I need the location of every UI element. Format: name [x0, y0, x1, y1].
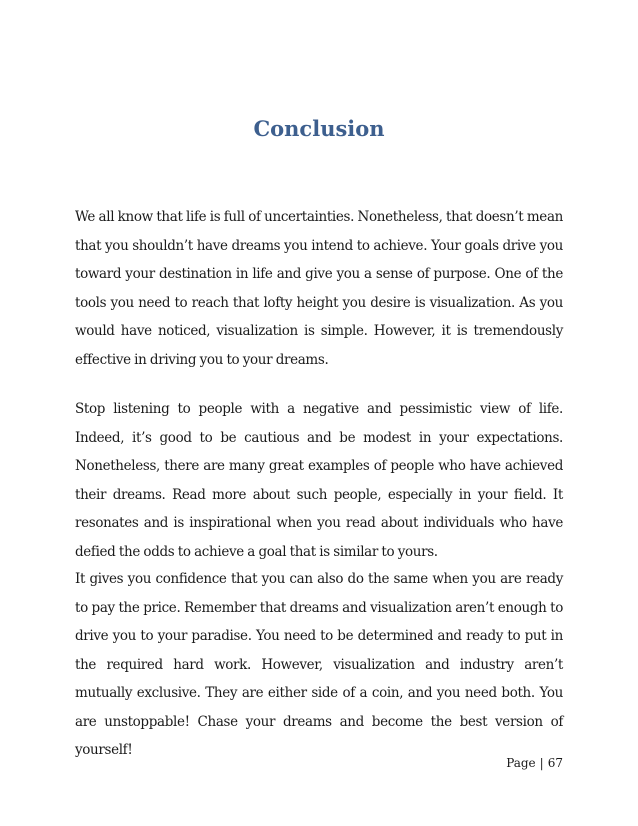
- paragraph-1: [75, 203, 563, 374]
- paragraph-3: [75, 565, 563, 765]
- paragraph-2: [75, 395, 563, 566]
- paragraph-text: Stop listening to people with a negative and pessimistic view of life. Indeed, it’s good to be cautious and be modest in your expectations. Nonetheless, there are many great examples of people who have achieved their dreams. Read more about such people, especially in your field. It resonates and is inspirational when you read about individuals who have defied the odds to achieve a goal that is similar to yours.: [75, 401, 563, 560]
- paragraph-text: We all know that life is full of uncertainties. Nonetheless, that doesn’t mean that you shouldn’t have dreams you intend to achieve. Your goals drive you toward your destination in life and give you a sense of purpose. One of the tools you need to reach that lofty height you desire is visualization. As you would have noticed, visualization is simple. However, it is tremendously effective in driving you to your dreams.: [75, 209, 563, 368]
- page-number: 67: [547, 756, 563, 770]
- footer-separator: |: [539, 756, 544, 770]
- page-footer: [506, 756, 563, 770]
- paragraph-text: It gives you confidence that you can also do the same when you are ready to pay the price. Remember that dreams and visualization aren’t enough to drive you to your paradise. You need to be determined and ready to put in the required hard work. However, visualization and industry aren’t mutually exclusive. They are either side of a coin, and you need both. You are unstoppable! Chase your dreams and become the best version of yourself!: [75, 571, 563, 758]
- page-label: Page: [506, 756, 536, 770]
- page-title: Conclusion: [253, 116, 385, 141]
